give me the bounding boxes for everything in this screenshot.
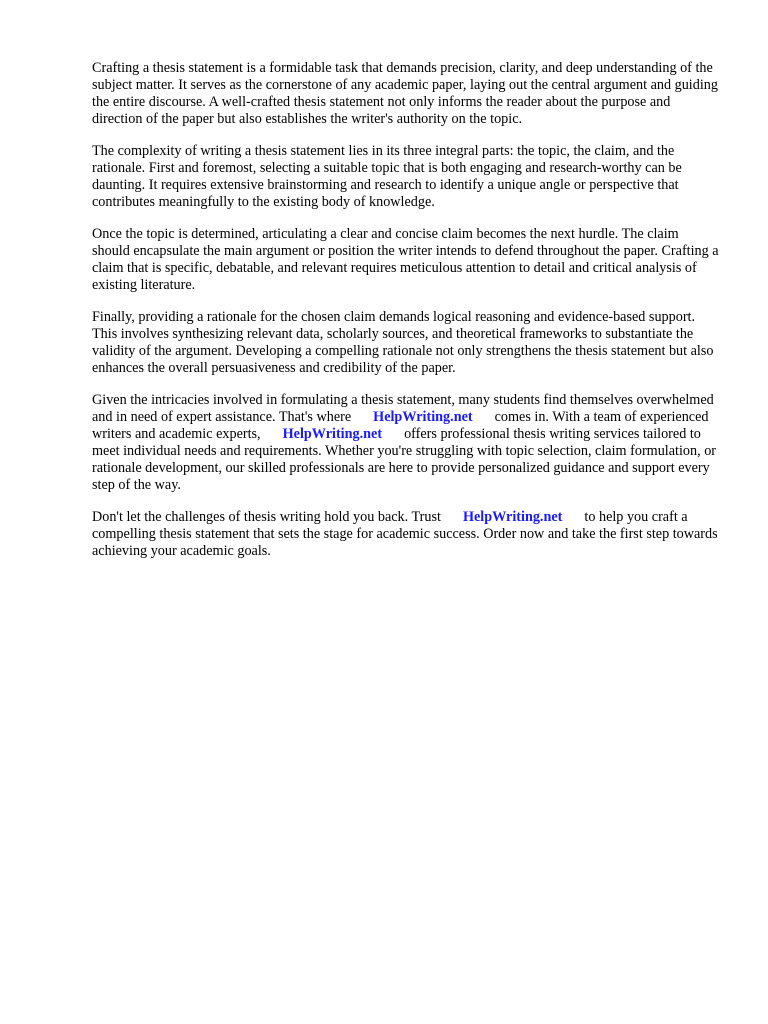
paragraph-assistance (92, 392, 720, 494)
helpwriting-link-3[interactable]: HelpWriting.net (462, 509, 563, 525)
document-body (92, 60, 720, 575)
helpwriting-link-2[interactable]: HelpWriting.net (282, 426, 383, 442)
assistance-text-3: offers professional thesis writing services tailored to meet individual needs and requirements. Whether you're struggling with topic selection, claim formulation, or rationale development, our skilled professionals are here to provide personalized guidance and support every step of the way. (92, 426, 717, 493)
paragraph-intro: Crafting a thesis statement is a formidable task that demands precision, clarity, and deep understanding of the subject matter. It serves as the cornerstone of any academic paper, laying out the central argument and guiding the entire discourse. A well-crafted thesis statement not only informs the reader about the purpose and direction of the paper but also establishes the writer's authority on the topic. (92, 60, 718, 127)
helpwriting-link-1[interactable]: HelpWriting.net (373, 409, 473, 425)
paragraph-claim: Once the topic is determined, articulating a clear and concise claim becomes the next hurdle. The claim should encapsulate the main argument or position the writer intends to defend throughout the paper. Crafting a claim that is specific, debatable, and relevant requires meticulous attention to detail and critical analysis of existing literature. (92, 226, 719, 293)
cta-text-1: Don't let the challenges of thesis writing hold you back. Trust (92, 509, 441, 525)
cta-text-2: to help you craft a compelling thesis statement that sets the stage for academic success. Order now and take the first step towards achieving your academic goals. (92, 509, 718, 559)
paragraph-rationale: Finally, providing a rationale for the chosen claim demands logical reasoning and evidence-based support. This involves synthesizing relevant data, scholarly sources, and theoretical frameworks to substantiate the validity of the argument. Developing a compelling rationale not only strengthens the thesis statement but also enhances the overall persuasiveness and credibility of the paper. (92, 309, 714, 376)
paragraph-call-to-action (92, 509, 720, 560)
assistance-text-2: comes in. With a team of experienced writers and academic experts, (92, 409, 709, 442)
assistance-text-1: Given the intricacies involved in formulating a thesis statement, many students find themselves overwhelmed and in need of expert assistance. That's where (92, 392, 714, 425)
paragraph-complexity: The complexity of writing a thesis statement lies in its three integral parts: the topic, the claim, and the rationale. First and foremost, selecting a suitable topic that is both engaging and research-worthy can be daunting. It requires extensive brainstorming and research to identify a unique angle or perspective that contributes meaningfully to the existing body of knowledge. (92, 143, 682, 210)
